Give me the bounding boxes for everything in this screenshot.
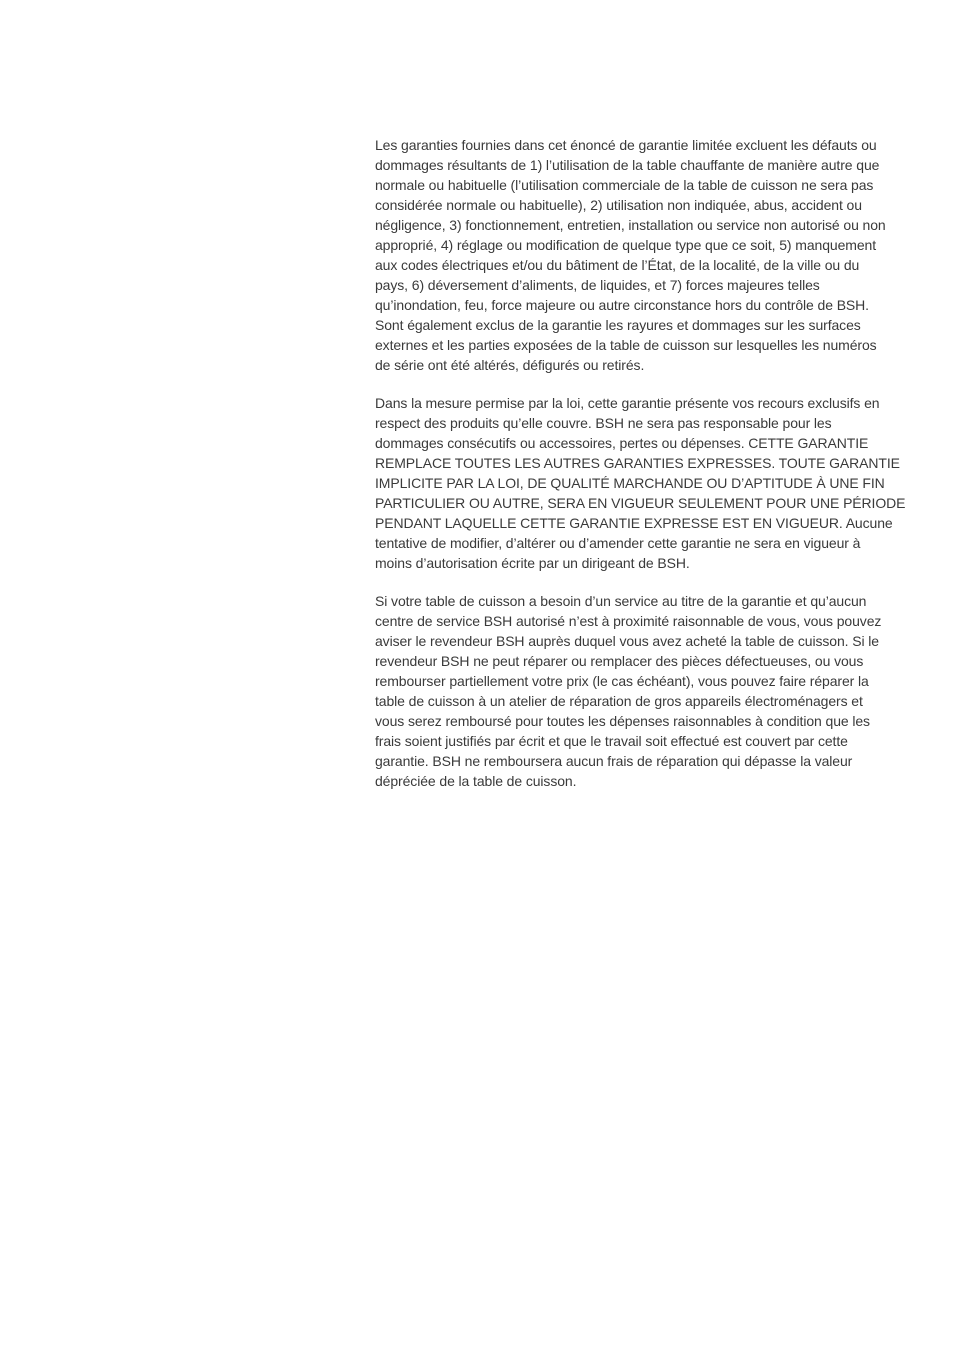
paragraph-exclusions: Les garanties fournies dans cet énoncé de garantie limitée excluent les défauts ou dommages résultants de 1) l’utilisation de la table chauffante de manière autre que normale ou habituelle (l’utilisation commerciale de la table de cuisson ne sera pas considérée normale ou habituelle), 2) utilisation non indiquée, abus, accident ou négligence, 3) fonctionnement, entretien, installation ou service non autorisé ou non approprié, 4) réglage ou modification de quelque type que ce soit, 5) manquement aux codes électriques et/ou du bâtiment de l’État, de la localité, de la ville ou du pays, 6) déversement d’aliments, de liquides, et 7) forces majeures telles qu’inondation, feu, force majeure ou autre circonstance hors du contrôle de BSH. Sont également exclus de la garantie les rayures et dommages sur les surfaces externes et les parties exposées de la table de cuisson sur lesquelles les numéros de série ont été altérés, défigurés ou retirés.	[375, 137, 886, 373]
paragraph-exclusive-remedies: Dans la mesure permise par la loi, cette garantie présente vos recours exclusifs en respect des produits qu’elle couvre. BSH ne sera pas responsable pour les dommages consécutifs ou accessoires, pertes ou dépenses. CETTE GARANTIE REMPLACE TOUTES LES AUTRES GARANTIES EXPRESSES. TOUTE GARANTIE IMPLICITE PAR LA LOI, DE QUALITÉ MARCHANDE OU D’APTITUDE À UNE FIN PARTICULIER OU AUTRE, SERA EN VIGUEUR SEULEMENT POUR UNE PÉRIODE PENDANT LAQUELLE CETTE GARANTIE EXPRESSE EST EN VIGUEUR. Aucune tentative de modifier, d’altérer ou d’amender cette garantie ne sera en vigueur à moins d’autorisation écrite par un dirigeant de BSH.	[375, 395, 906, 571]
paragraph-service-reimbursement: Si votre table de cuisson a besoin d’un service au titre de la garantie et qu’aucun centre de service BSH autorisé n’est à proximité raisonnable de vous, vous pouvez aviser le revendeur BSH auprès duquel vous avez acheté la table de cuisson. Si le revendeur BSH ne peut réparer ou remplacer des pièces défectueuses, ou vous rembourser partiellement votre prix (le cas échéant), vous pouvez faire réparer la table de cuisson à un atelier de réparation de gros appareils électroménagers et vous serez remboursé pour toutes les dépenses raisonnables à condition que les frais soient justifiés par écrit et que le travail soit effectué est couvert par cette garantie. BSH ne remboursera aucun frais de réparation qui dépasse la valeur dépréciée de la table de cuisson.	[375, 593, 882, 789]
warranty-text-column	[375, 135, 951, 809]
